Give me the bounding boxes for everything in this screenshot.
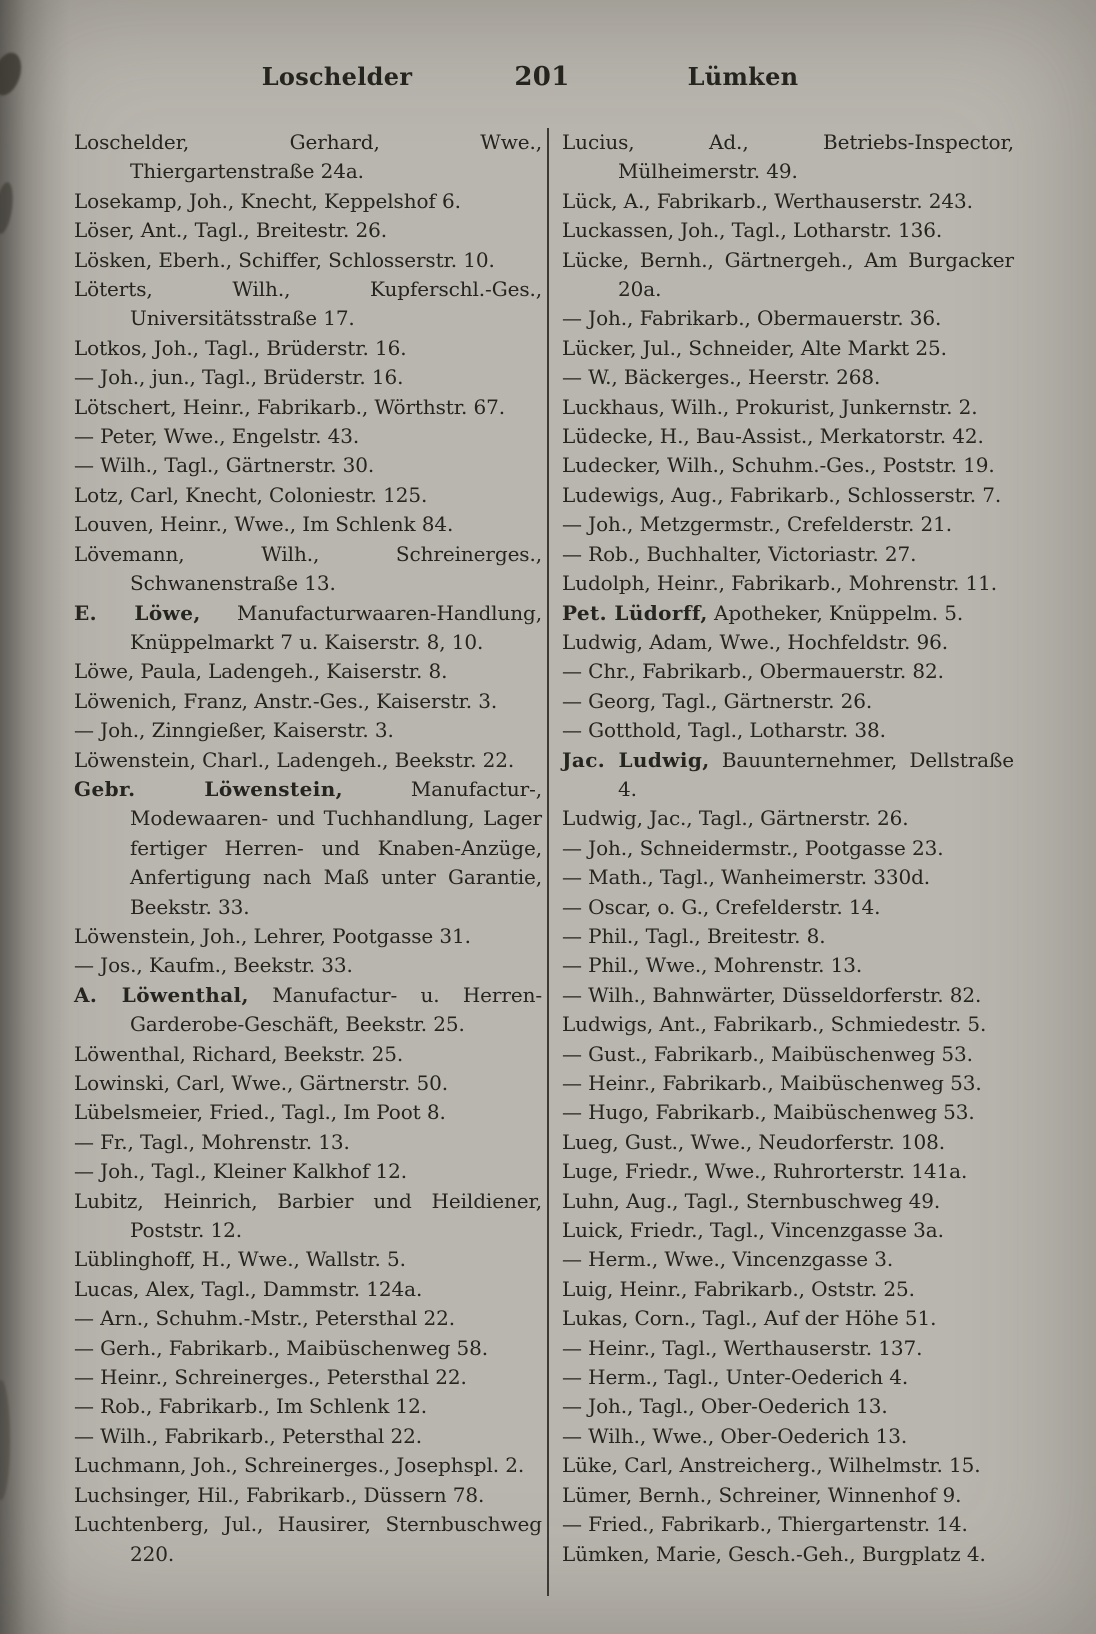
directory-entry: — Joh., Metzgermstr., Crefelderstr. 21.: [562, 512, 952, 537]
directory-entry: — Wilh., Wwe., Ober-Oederich 13.: [562, 1423, 908, 1448]
directory-entry: Ludewigs, Aug., Fabrikarb., Schlosserstr. 7.: [562, 482, 1002, 507]
directory-entry: — Herm., Tagl., Unter-Oederich 4.: [562, 1365, 909, 1390]
directory-entry: Lösken, Eberh., Schiffer, Schlosserstr. 10.: [74, 247, 495, 272]
directory-entry: Lowinski, Carl, Wwe., Gärtnerstr. 50.: [74, 1071, 448, 1095]
page-number: 201: [514, 62, 570, 92]
directory-entry: Luge, Friedr., Wwe., Ruhrorterstr. 141a.: [562, 1159, 968, 1184]
directory-entry: Luchsinger, Hil., Fabrikarb., Düssern 78.: [74, 1482, 485, 1507]
directory-entry: Löser, Ant., Tagl., Breitestr. 26.: [74, 218, 388, 243]
directory-entry: Lucas, Alex, Tagl., Dammstr. 124a.: [74, 1276, 423, 1301]
directory-entry: — Rob., Fabrikarb., Im Schlenk 12.: [74, 1394, 428, 1419]
directory-entry: Lücke, Bernh., Gärtnergeh., Am Burgacker 20a.: [562, 247, 1014, 302]
directory-entry: Löterts, Wilh., Kupferschl.-Ges., Universitätsstraße 17.: [74, 277, 542, 331]
directory-entry: — Joh., Zinngießer, Kaiserstr. 3.: [74, 718, 394, 743]
directory-entry: — Phil., Tagl., Breitestr. 8.: [562, 923, 826, 948]
directory-entry: Lüke, Carl, Anstreicherg., Wilhelmstr. 15.: [562, 1453, 981, 1478]
directory-entry: Luckhaus, Wilh., Prokurist, Junkernstr. 2.: [562, 394, 978, 419]
directory-entry: Lümken, Marie, Gesch.-Geh., Burgplatz 4.: [562, 1541, 986, 1566]
directory-entry: — Wilh., Fabrikarb., Petersthal 22.: [74, 1423, 422, 1448]
header-keyword-left: Loschelder: [261, 62, 413, 91]
directory-entry: — Math., Tagl., Wanheimerstr. 330d.: [562, 865, 931, 890]
directory-entry: — Arn., Schuhm.-Mstr., Petersthal 22.: [74, 1306, 455, 1331]
entry-bold-name: Pet. Lüdorff,: [562, 600, 708, 625]
directory-entry: — W., Bäckerges., Heerstr. 268.: [562, 365, 881, 390]
directory-entry: — Joh., Schneidermstr., Pootgasse 23.: [562, 835, 944, 860]
directory-entry: Lüdecke, H., Bau-Assist., Merkatorstr. 42.: [562, 424, 984, 449]
directory-entry: E. Löwe, Manufacturwaaren-Handlung, Knüppelmarkt 7 u. Kaiserstr. 8, 10.: [74, 600, 542, 654]
directory-entry: Löwenstein, Charl., Ladengeh., Beekstr. 22.: [74, 747, 515, 772]
directory-entry: A. Löwenthal, Manufactur- u. Herren-Garderobe-Geschäft, Beekstr. 25.: [74, 982, 543, 1037]
directory-entry: — Heinr., Schreinerges., Petersthal 22.: [74, 1365, 467, 1390]
directory-entry: — Wilh., Tagl., Gärtnerstr. 30.: [74, 453, 375, 478]
right-column: [562, 128, 1014, 1596]
directory-entry: Loschelder, Gerhard, Wwe., Thiergartenstraße 24a.: [74, 130, 542, 184]
directory-entry: — Wilh., Bahnwärter, Düsseldorferstr. 82.: [562, 982, 982, 1007]
directory-entry: — Chr., Fabrikarb., Obermauerstr. 82.: [562, 659, 944, 684]
directory-entry: Luhn, Aug., Tagl., Sternbuschweg 49.: [562, 1188, 941, 1213]
directory-entry: — Herm., Wwe., Vincenzgasse 3.: [562, 1247, 894, 1272]
directory-entry: Luchmann, Joh., Schreinerges., Josephspl. 2.: [74, 1453, 525, 1478]
directory-entry: Lümer, Bernh., Schreiner, Winnenhof 9.: [562, 1482, 962, 1507]
directory-entry: — Gust., Fabrikarb., Maibüschenweg 53.: [562, 1041, 973, 1066]
directory-entry: — Fr., Tagl., Mohrenstr. 13.: [74, 1129, 350, 1154]
directory-entry: Lukas, Corn., Tagl., Auf der Höhe 51.: [562, 1306, 937, 1331]
directory-entry: — Joh., jun., Tagl., Brüderstr. 16.: [74, 365, 404, 390]
directory-entry: Luick, Friedr., Tagl., Vincenzgasse 3a.: [562, 1218, 944, 1243]
directory-entry: Jac. Ludwig, Bauunternehmer, Dellstraße 4.: [562, 747, 1014, 801]
running-head: [0, 62, 1096, 96]
directory-entry: — Gerh., Fabrikarb., Maibüschenweg 58.: [74, 1335, 489, 1360]
directory-entry: — Georg, Tagl., Gärtnerstr. 26.: [562, 688, 873, 713]
directory-entry: — Rob., Buchhalter, Victoriastr. 27.: [562, 541, 917, 566]
directory-entry: Ludwig, Jac., Tagl., Gärtnerstr. 26.: [562, 806, 909, 831]
directory-entry: Gebr. Löwenstein, Manufactur-, Modewaaren- und Tuchhandlung, Lager fertiger Herren- und Knaben-Anzüge, Anfertigung nach Maß unter Garantie, Beekstr. 33.: [74, 776, 542, 919]
directory-entry: Lucius, Ad., Betriebs-Inspector, Mülheimerstr. 49.: [562, 130, 1014, 184]
directory-entry: — Joh., Tagl., Ober-Oederich 13.: [562, 1394, 888, 1419]
directory-entry: Losekamp, Joh., Knecht, Keppelshof 6.: [74, 188, 461, 213]
directory-entry: — Oscar, o. G., Crefelderstr. 14.: [562, 894, 881, 919]
directory-entry: Lotkos, Joh., Tagl., Brüderstr. 16.: [74, 335, 407, 360]
entry-bold-name: Jac. Ludwig,: [562, 747, 710, 772]
directory-entry: Luchtenberg, Jul., Hausirer, Sternbuschweg 220.: [74, 1512, 542, 1566]
scan-artifact: [0, 181, 16, 235]
directory-entry: — Heinr., Fabrikarb., Maibüschenweg 53.: [562, 1071, 982, 1095]
directory-entry: Löwenich, Franz, Anstr.-Ges., Kaiserstr. 3.: [74, 688, 498, 713]
directory-entry: Löwenstein, Joh., Lehrer, Pootgasse 31.: [74, 923, 471, 948]
directory-entry: — Joh., Fabrikarb., Obermauerstr. 36.: [562, 306, 942, 331]
directory-entry: — Hugo, Fabrikarb., Maibüschenweg 53.: [562, 1100, 975, 1125]
directory-entry: Löwe, Paula, Ladengeh., Kaiserstr. 8.: [74, 659, 448, 684]
directory-entry: — Gotthold, Tagl., Lotharstr. 38.: [562, 718, 886, 743]
directory-entry: — Peter, Wwe., Engelstr. 43.: [74, 424, 360, 449]
directory-entry: Pet. Lüdorff, Apotheker, Knüppelm. 5.: [562, 600, 964, 625]
left-column: [74, 128, 542, 1596]
directory-entry: — Joh., Tagl., Kleiner Kalkhof 12.: [74, 1159, 408, 1184]
directory-entry: Ludwigs, Ant., Fabrikarb., Schmiedestr. 5.: [562, 1012, 987, 1037]
directory-entry: — Fried., Fabrikarb., Thiergartenstr. 14.: [562, 1512, 968, 1537]
directory-entry: Ludwig, Adam, Wwe., Hochfeldstr. 96.: [562, 629, 949, 654]
directory-columns: [74, 128, 1022, 1596]
directory-entry: Lubitz, Heinrich, Barbier und Heildiener, Poststr. 12.: [74, 1188, 542, 1243]
entry-bold-name: A. Löwenthal,: [74, 982, 249, 1007]
directory-entry: Ludolph, Heinr., Fabrikarb., Mohrenstr. 11.: [562, 571, 998, 596]
directory-entry: — Heinr., Tagl., Werthauserstr. 137.: [562, 1335, 923, 1360]
directory-entry: Lück, A., Fabrikarb., Werthauserstr. 243.: [562, 188, 973, 213]
directory-entry: Lövemann, Wilh., Schreinerges., Schwanenstraße 13.: [74, 541, 542, 596]
directory-entry: Löwenthal, Richard, Beekstr. 25.: [74, 1041, 404, 1066]
column-divider: [547, 128, 549, 1596]
directory-entry: Luckassen, Joh., Tagl., Lotharstr. 136.: [562, 218, 943, 243]
directory-entry: Lötschert, Heinr., Fabrikarb., Wörthstr. 67.: [74, 394, 506, 419]
directory-entry: Lueg, Gust., Wwe., Neudorferstr. 108.: [562, 1129, 945, 1154]
directory-entry: Ludecker, Wilh., Schuhm.-Ges., Poststr. 19.: [562, 453, 995, 478]
directory-entry: — Phil., Wwe., Mohrenstr. 13.: [562, 953, 863, 978]
scan-artifact: [0, 1380, 10, 1500]
header-keyword-right: Lümken: [687, 62, 799, 91]
directory-entry: Luig, Heinr., Fabrikarb., Oststr. 25.: [562, 1276, 915, 1301]
directory-entry: Lübelsmeier, Fried., Tagl., Im Poot 8.: [74, 1100, 446, 1125]
directory-entry: Lüblinghoff, H., Wwe., Wallstr. 5.: [74, 1247, 406, 1272]
directory-entry: Lücker, Jul., Schneider, Alte Markt 25.: [562, 335, 947, 360]
directory-entry: — Jos., Kaufm., Beekstr. 33.: [74, 953, 353, 978]
entry-bold-name: Gebr. Löwenstein,: [74, 776, 344, 801]
entry-bold-name: E. Löwe,: [74, 600, 201, 625]
page-spine-shadow: [0, 0, 70, 1634]
directory-entry: Lotz, Carl, Knecht, Coloniestr. 125.: [74, 482, 428, 507]
directory-entry: Louven, Heinr., Wwe., Im Schlenk 84.: [74, 512, 454, 537]
